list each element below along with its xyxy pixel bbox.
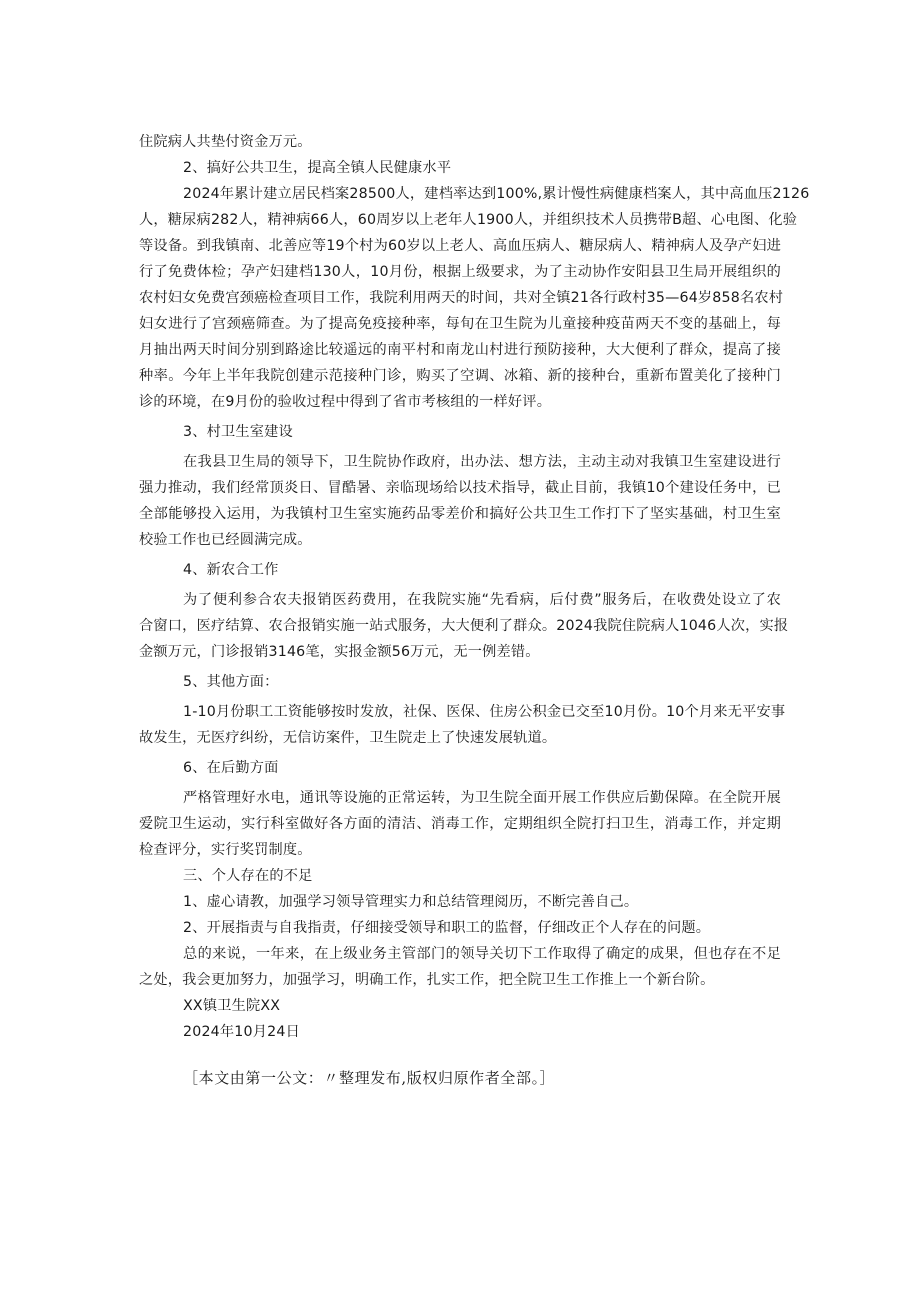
text-line: 种率。今年上半年我院创建示范接种门诊，购买了空调、冰箱、新的接种台，重新布置美化了接种门 [139, 368, 781, 384]
text-line: 1-10月份职工工资能够按时发放，社保、医保、住房公积金已交至10月份。10个月来无平安事 [183, 704, 786, 720]
text-line: 住院病人共垫付资金万元。 [139, 134, 312, 150]
text-line: 校验工作也已经圆满完成。 [139, 532, 312, 548]
text-line: 强力推动，我们经常顶炎日、冒酷暑、亲临现场给以技术指导，截止目前，我镇10个建设任务中，已 [139, 480, 781, 496]
text-line: 金额万元，门诊报销3146笔，实报金额56万元，无一例差错。 [139, 644, 540, 660]
text-line: 2、开展指责与自我指责，仔细接受领导和职工的监督，仔细改正个人存在的问题。 [183, 920, 711, 936]
section-heading: 5、其他方面： [183, 674, 279, 690]
signature: XX镇卫生院XX [183, 998, 281, 1014]
section-heading: 三、个人存在的不足 [183, 868, 313, 884]
section-heading: 6、在后勤方面 [183, 760, 279, 776]
section-heading: 4、新农合工作 [183, 562, 279, 578]
text-line: 为了便利参合农夫报销医药费用，在我院实施“先看病，后付费”服务后，在收费处设立了农 [183, 592, 781, 608]
text-line: 农村妇女免费宫颈癌检查项目工作，我院利用两天的时间，共对全镇21各行政村35—64岁858名农村 [139, 290, 784, 306]
date: 2024年10月24日 [183, 1024, 300, 1040]
text-line: 总的来说，一年来，在上级业务主管部门的领导关切下工作取得了确定的成果，但也存在不足 [183, 946, 781, 962]
text-line: 诊的环境，在9月份的验收过程中得到了省市考核组的一样好评。 [139, 394, 552, 410]
text-line: 等设备。到我镇南、北善应等19个村为60岁以上老人、高血压病人、糖尿病人、精神病人及孕产妇进 [139, 238, 781, 254]
text-line: 人，糖尿病282人，精神病66人，60周岁以上老年人1900人，并组织技术人员携带B超、心电图、化验 [139, 212, 798, 228]
section-heading: 3、村卫生室建设 [183, 424, 293, 440]
text-line: 之处，我会更加努力，加强学习，明确工作，扎实工作，把全院卫生工作推上一个新台阶。 [139, 972, 715, 988]
text-line: 妇女进行了宫颈癌筛查。为了提高免疫接种率，每旬在卫生院为儿童接种疫苗两天不变的基础上，每 [139, 316, 781, 332]
text-line: 2024年累计建立居民档案28500人，建档率达到100%,累计慢性病健康档案人，其中高血压2126 [183, 186, 810, 202]
text-line: 行了免费体检；孕产妇建档130人，10月份，根据上级要求，为了主动协作安阳县卫生局开展组织的 [139, 264, 781, 280]
footer-note: ［本文由第一公文：〃整理发布,版权归原作者全部。］ [183, 1069, 556, 1087]
section-heading: 2、搞好公共卫生，提高全镇人民健康水平 [183, 160, 452, 176]
text-line: 1、虚心请教，加强学习领导管理实力和总结管理阅历，不断完善自己。 [183, 894, 639, 910]
text-line: 月抽出两天时间分别到路途比较遥远的南平村和南龙山村进行预防接种，大大便利了群众，提高了接 [139, 342, 781, 358]
text-line: 检查评分，实行奖罚制度。 [139, 842, 312, 858]
text-line: 故发生，无医疗纠纷，无信访案件，卫生院走上了快速发展轨道。 [139, 730, 557, 746]
text-line: 爱院卫生运动，实行科室做好各方面的清洁、消毒工作，定期组织全院打扫卫生，消毒工作，并定期 [139, 816, 781, 832]
text-line: 合窗口，医疗结算、农合报销实施一站式服务，大大便利了群众。2024我院住院病人1046人次，实报 [139, 618, 789, 634]
text-line: 在我县卫生局的领导下，卫生院协作政府，出办法、想方法，主动主动对我镇卫生室建设进行 [183, 454, 781, 470]
text-line: 严格管理好水电，通讯等设施的正常运转，为卫生院全面开展工作供应后勤保障。在全院开展 [183, 790, 781, 806]
text-line: 全部能够投入运用，为我镇村卫生室实施药品零差价和搞好公共卫生工作打下了坚实基础，村卫生室 [139, 506, 781, 522]
